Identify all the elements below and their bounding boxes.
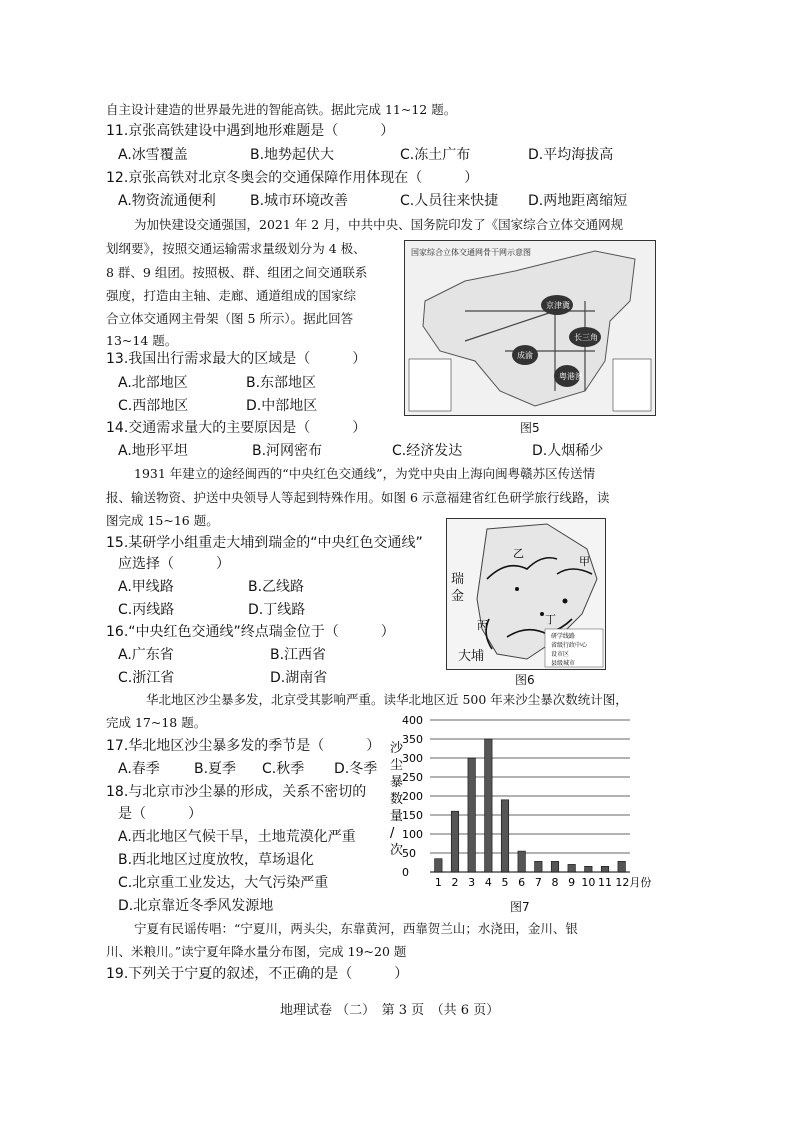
- q13-option-d[interactable]: D.中部地区: [246, 398, 318, 414]
- south-china-sea-inset: [613, 359, 651, 411]
- bar-month-8: [551, 861, 559, 872]
- passage15-line-1: 1931 年建立的途经闽西的“中央红色交通线”，为党中央由上海向闽粤赣苏区传送情: [134, 466, 596, 481]
- q14-option-c[interactable]: C.经济发达: [392, 443, 463, 459]
- q17-option-b[interactable]: B.夏季: [194, 761, 237, 777]
- place-ruijin-2: 金: [451, 589, 465, 604]
- city-marker: [540, 612, 544, 616]
- route-label-ding: 丁: [545, 613, 556, 626]
- q11-option-c[interactable]: C.冻土广布: [400, 147, 471, 163]
- x-tick-label: 7: [534, 876, 542, 889]
- y-tick-label: 150: [402, 809, 423, 822]
- legend-county: 县级城市: [551, 660, 576, 667]
- x-tick-label: 6: [518, 876, 526, 889]
- bar-month-6: [518, 851, 525, 872]
- y-tick-labels: [402, 714, 423, 879]
- q15-stem-2: 应选择（ ）: [118, 556, 230, 572]
- q15-option-b[interactable]: B.乙线路: [248, 579, 305, 595]
- y-tick-label: 0: [402, 866, 409, 879]
- city-marker: [563, 599, 568, 604]
- x-tick-label: 5: [501, 876, 509, 889]
- legend-route: 研学线路: [551, 633, 576, 640]
- q18-stem-2: 是（ ）: [118, 806, 202, 822]
- passage13-line-6: 13~14 题。: [106, 333, 178, 348]
- q15-option-a[interactable]: A.甲线路: [118, 579, 174, 595]
- q18-option-b[interactable]: B.西北地区过度放牧，草场退化: [118, 852, 315, 868]
- q17-option-d[interactable]: D.冬季: [334, 761, 378, 777]
- q13-stem: 13.我国出行需求最大的区域是（ ）: [106, 351, 367, 367]
- y-axis-label-char: 量: [390, 809, 404, 824]
- q17-option-c[interactable]: C.秋季: [262, 761, 305, 777]
- q12-option-b[interactable]: B.城市环境改善: [250, 193, 349, 209]
- y-tick-label: 100: [402, 828, 423, 841]
- y-axis-label-char: /: [390, 826, 395, 841]
- y-tick-label: 250: [402, 771, 423, 784]
- place-ruijin-1: 瑞: [451, 572, 465, 587]
- x-tick-label: 11: [598, 876, 612, 889]
- bar-month-2: [451, 811, 459, 872]
- bar-month-11: [601, 866, 609, 872]
- x-tick-label: 3: [468, 876, 476, 889]
- fig5-legend: [409, 359, 451, 411]
- q11-option-a[interactable]: A.冰雪覆盖: [118, 147, 188, 163]
- x-tick-labels: [435, 876, 651, 889]
- q19-stem: 19.下列关于宁夏的叙述，不正确的是（ ）: [106, 966, 409, 982]
- q14-option-a[interactable]: A.地形平坦: [118, 443, 188, 459]
- place-dapu: 大埔: [458, 649, 485, 664]
- bar-month-7: [535, 861, 543, 872]
- route-label-yi: 乙: [513, 547, 524, 560]
- passage19-line-1: 宁夏有民谣传唱：“宁夏川，两头尖，东靠黄河，西靠贺兰山；水浇田，金川、银: [134, 921, 578, 936]
- sandstorm-bar-chart: [392, 712, 652, 912]
- bar-month-9: [568, 864, 576, 872]
- pole-label-jingjinji: 京津冀: [546, 301, 570, 310]
- city-marker: [515, 587, 519, 591]
- q16-option-b[interactable]: B.江西省: [270, 647, 327, 663]
- x-tick-label: 9: [568, 876, 576, 889]
- q13-option-a[interactable]: A.北部地区: [118, 375, 188, 391]
- y-tick-label: 200: [402, 790, 423, 803]
- chart-bars: [435, 739, 626, 872]
- passage13-line-4: 强度，打造由主轴、走廊、通道组成的国家综: [106, 288, 357, 303]
- q12-option-d[interactable]: D.两地距离缩短: [528, 193, 628, 209]
- q18-option-a[interactable]: A.西北地区气候干旱，土地荒漠化严重: [118, 829, 356, 845]
- y-axis-label-char: 暴: [390, 775, 404, 790]
- q13-option-b[interactable]: B.东部地区: [246, 375, 317, 391]
- passage15-line-2: 报、输送物资、护送中央领导人等起到特殊作用。如图 6 示意福建省红色研学旅行线路，读: [106, 490, 610, 505]
- y-axis-label-char: 次: [390, 843, 404, 858]
- y-tick-label: 350: [402, 733, 423, 746]
- q15-option-c[interactable]: C.丙线路: [118, 602, 175, 618]
- passage13-line-5: 合立体交通网主骨架（图 5 所示）。据此回答: [106, 311, 354, 326]
- q12-option-c[interactable]: C.人员往来快捷: [400, 193, 499, 209]
- fig6-caption: 图6: [515, 673, 535, 687]
- q14-option-d[interactable]: D.人烟稀少: [532, 443, 604, 459]
- passage13-line-3: 8 群、9 组团。按照极、群、组团之间交通联系: [106, 265, 368, 280]
- x-tick-label: 1: [434, 876, 442, 889]
- q16-option-c[interactable]: C.浙江省: [118, 670, 175, 686]
- passage13-line-2: 划纲要》，按照交通运输需求量级划分为 4 极、: [106, 241, 366, 256]
- transport-network-map: [405, 241, 655, 415]
- q18-option-c[interactable]: C.北京重工业发达，大气污染严重: [118, 875, 329, 891]
- y-axis-label-char: 沙: [390, 741, 404, 756]
- q15-stem: 15.某研学小组重走大埔到瑞金的“中央红色交通线”: [106, 535, 423, 551]
- bar-month-4: [485, 739, 493, 872]
- y-tick-label: 300: [402, 752, 423, 765]
- q12-option-a[interactable]: A.物资流通便利: [118, 193, 216, 209]
- y-axis-label-char: 尘: [390, 758, 404, 773]
- x-tick-label: 8: [551, 876, 559, 889]
- pole-label-chengyu: 成渝: [517, 351, 533, 360]
- passage17-line-1: 华北地区沙尘暴多发，北京受其影响严重。读华北地区近 500 年来沙尘暴次数统计图，: [146, 692, 628, 707]
- q16-option-d[interactable]: D.湖南省: [270, 670, 328, 686]
- fig5-caption: 图5: [520, 421, 540, 435]
- pole-label-yuegangao: 粤港澳: [559, 372, 583, 381]
- q17-option-a[interactable]: A.春季: [118, 761, 160, 777]
- q17-stem: 17.华北地区沙尘暴多发的季节是（ ）: [106, 738, 381, 754]
- x-tick-label: 10: [581, 876, 596, 889]
- pole-label-changsanjiao: 长三角: [574, 333, 598, 342]
- q16-stem: 16.“中央红色交通线”终点瑞金位于（ ）: [106, 624, 395, 640]
- passage17-line-2: 完成 17~18 题。: [106, 715, 207, 730]
- fig5-title: 国家综合立体交通网骨干网示意图: [411, 248, 531, 257]
- bar-month-10: [585, 866, 593, 872]
- x-tick-label: 4: [484, 876, 492, 889]
- passage13-line-1: 为加快建设交通强国，2021 年 2 月，中共中央、国务院印发了《国家综合立体交通网规: [134, 217, 624, 232]
- q18-stem: 18.与北京市沙尘暴的形成，关系不密切的: [106, 784, 367, 800]
- passage19-line-2: 川、米粮川。”读宁夏年降水量分布图，完成 19~20 题: [106, 944, 407, 959]
- q12-stem: 12.京张高铁对北京冬奥会的交通保障作用体现在（ ）: [106, 170, 479, 186]
- q15-option-d[interactable]: D.丁线路: [248, 602, 306, 618]
- bar-month-12: [618, 861, 626, 872]
- x-tick-label: 12月份: [615, 876, 652, 889]
- y-tick-label: 400: [402, 714, 423, 727]
- chart-grid: [430, 720, 630, 872]
- legend-capital: 省级行政中心: [551, 642, 588, 649]
- x-tick-label: 2: [451, 876, 459, 889]
- bar-month-3: [468, 758, 476, 872]
- q14-stem: 14.交通需求量大的主要原因是（ ）: [106, 420, 367, 436]
- y-axis-label-char: 数: [390, 792, 404, 807]
- y-tick-label: 50: [402, 847, 416, 860]
- route-label-jia: 甲: [579, 555, 590, 568]
- q11-option-b[interactable]: B.地势起伏大: [250, 147, 335, 163]
- q16-option-a[interactable]: A.广东省: [118, 647, 174, 663]
- q13-option-c[interactable]: C.西部地区: [118, 398, 189, 414]
- fig7-caption: 图7: [510, 900, 530, 914]
- bar-month-5: [501, 800, 509, 872]
- q11-stem: 11.京张高铁建设中遇到地形难题是（ ）: [106, 123, 395, 139]
- bar-month-1: [435, 859, 443, 872]
- page-footer: 地理试卷 （二） 第 3 页 （共 6 页）: [280, 1003, 500, 1018]
- figure-7-chart: [392, 712, 652, 912]
- route-label-bing: 丙: [477, 619, 488, 632]
- q18-option-d[interactable]: D.北京靠近冬季风发源地: [118, 898, 274, 914]
- q11-option-d[interactable]: D.平均海拔高: [528, 147, 614, 163]
- intro-line: 自主设计建造的世界最先进的智能高铁。据此完成 11~12 题。: [106, 102, 457, 117]
- legend-city: 设市区: [551, 651, 570, 658]
- figure-5-map: [404, 240, 656, 416]
- q14-option-b[interactable]: B.河网密布: [252, 443, 323, 459]
- passage15-line-3: 图完成 15~16 题。: [106, 513, 219, 528]
